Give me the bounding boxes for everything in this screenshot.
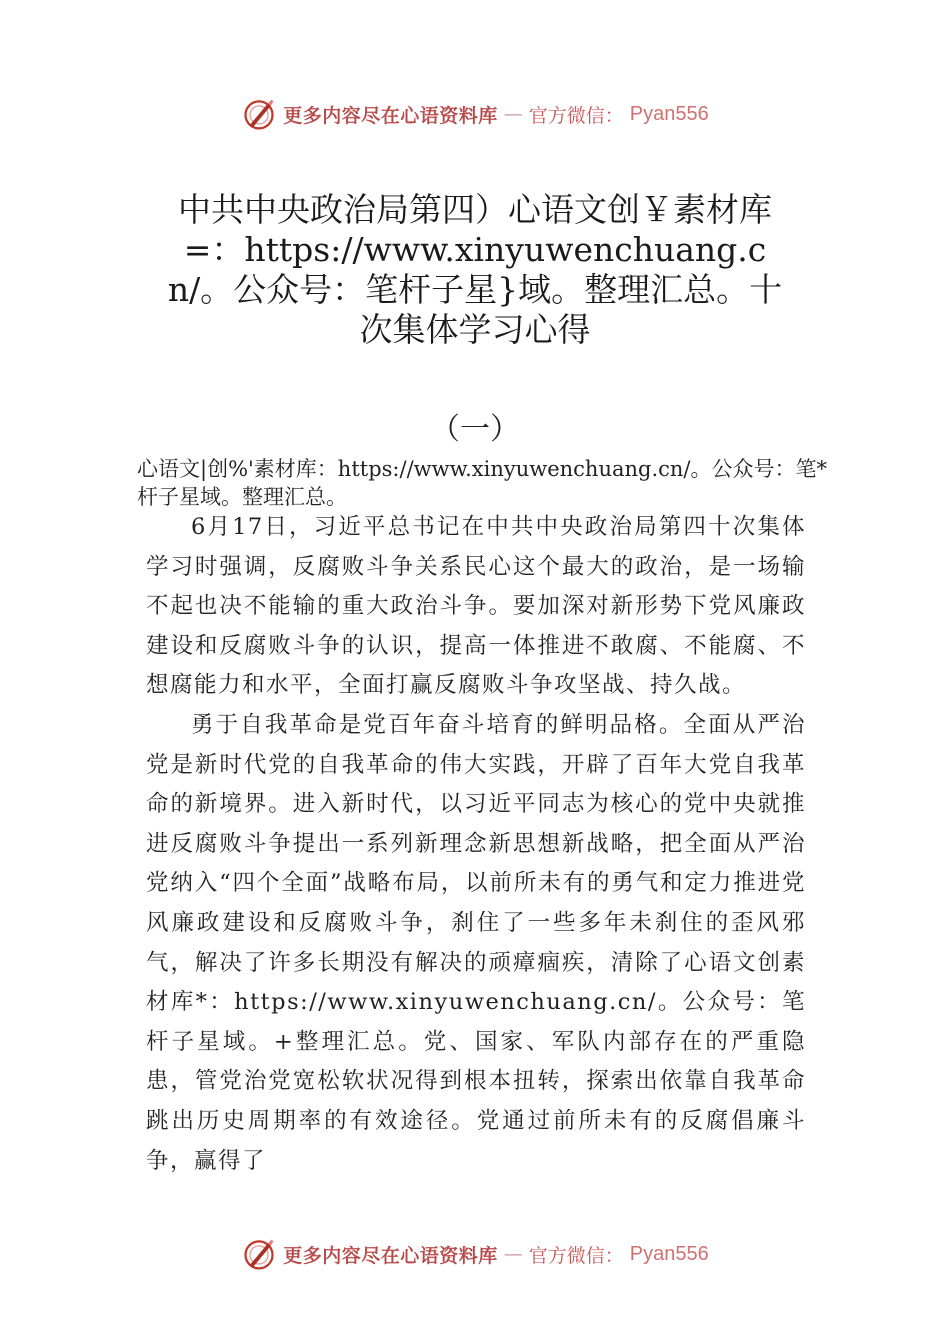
banner-separator: — xyxy=(503,1243,523,1265)
banner-wechat-id: Pyan556 xyxy=(629,1242,709,1265)
footer-banner xyxy=(0,1234,950,1274)
banner-wechat-label: 官方微信： xyxy=(528,104,624,127)
pen-circle-logo-icon xyxy=(241,96,277,132)
paragraph: 6月17日，习近平总书记在中共中央政治局第四十次集体学习时强调，反腐败斗争关系民心这个最大的政治，是一场输不起也决不能输的重大政治斗争。要加深对新形势下党风廉政建设和反腐败斗争的认识，提高一体推进不敢腐、不能腐、不想腐能力和水平，全面打赢反腐败斗争攻坚战、持久战。 xyxy=(146,514,806,699)
banner-separator: — xyxy=(503,103,523,125)
source-line: 心语文|创%'素材库：https://www.xinyuwenchuang.cn/。公众号：笔*杆子星域。整理汇总。 xyxy=(137,457,827,509)
header-banner xyxy=(0,94,950,134)
section-number: （一） xyxy=(430,412,520,447)
banner-wechat-id: Pyan556 xyxy=(629,102,709,125)
document-body xyxy=(146,508,806,1181)
pen-circle-logo-icon xyxy=(241,1236,277,1272)
document-title: 中共中央政治局第四）心语文创￥素材库=：https://www.xinyuwenchuang.cn/。公众号：笔杆子星}域。整理汇总。十次集体学习心得 xyxy=(167,190,783,349)
paragraph: 勇于自我革命是党百年奋斗培育的鲜明品格。全面从严治党是新时代党的自我革命的伟大实践，开辟了百年大党自我革命的新境界。进入新时代，以习近平同志为核心的党中央就推进反腐败斗争提出一系列新理念新思想新战略，把全面从严治党纳入“四个全面”战略布局，以前所未有的勇气和定力推进党风廉政建设和反腐败斗争，刹住了一些多年未刹住的歪风邪气，解决了许多长期没有解决的顽瘴痼疾，清除了心语文创素材库*：https://www.xinyuwenchuang.cn/。公众号：笔杆子星域。+整理汇总。党、国家、军队内部存在的严重隐患，管党治党宽松软状况得到根本扭转，探索出依靠自我革命跳出历史周期率的有效途径。党通过前所未有的反腐倡廉斗争，赢得了 xyxy=(146,711,806,1174)
banner-wechat-label: 官方微信： xyxy=(528,1244,624,1267)
banner-text: 更多内容尽在心语资料库 xyxy=(283,1244,498,1267)
banner-text: 更多内容尽在心语资料库 xyxy=(283,104,498,127)
